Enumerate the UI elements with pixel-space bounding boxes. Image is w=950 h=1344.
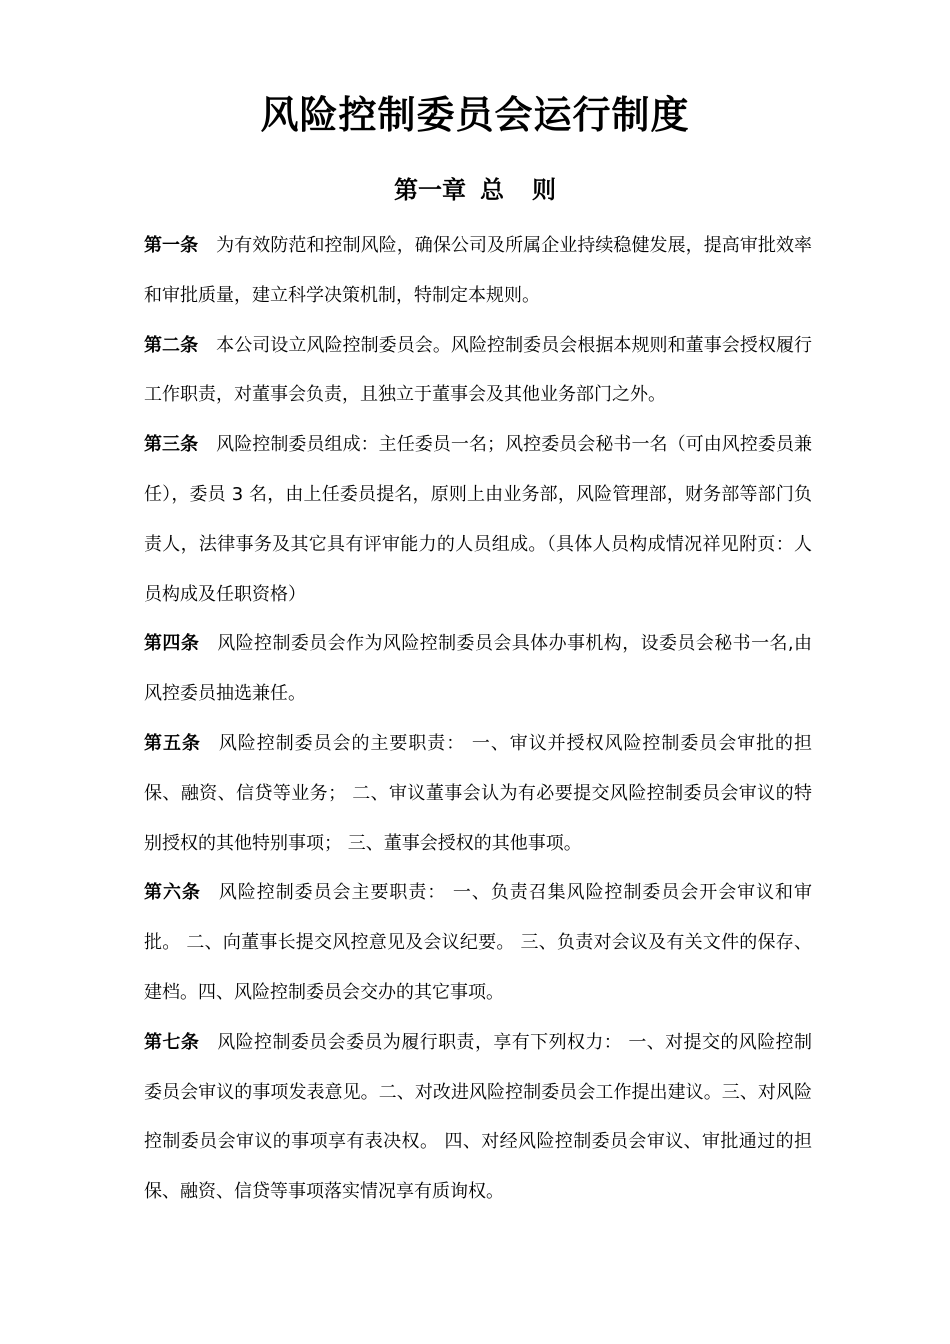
- article-3: [144, 420, 812, 619]
- article-4: [144, 619, 812, 719]
- chapter-word-2: 则: [532, 176, 556, 204]
- article-number: 第一条: [144, 235, 199, 256]
- article-number: 第二条: [144, 334, 199, 356]
- article-number: 第三条: [144, 434, 199, 456]
- article-7: [144, 1018, 812, 1217]
- article-text: 为有效防范和控制风险，确保公司及所属企业持续稳健发展，提高审批效率和审批质量，建立科学决策机制，特制定本规则。: [144, 235, 812, 306]
- article-text: 本公司设立风险控制委员会。风险控制委员会根据本规则和董事会授权履行工作职责，对董事会负责，且独立于董事会及其他业务部门之外。: [144, 334, 812, 406]
- article-2: [144, 321, 812, 421]
- document-title: 风险控制委员会运行制度: [260, 93, 690, 137]
- article-1: [144, 221, 812, 321]
- article-5: [144, 719, 812, 868]
- article-text: 风险控制委员组成：主任委员一名；风控委员会秘书一名（可由风控委员兼任），委员 3 名，由上任委员提名，原则上由业务部，风险管理部，财务部等部门负责人，法律事务及其它具有评审能力的人员组成。（具体人员构成情况祥见附页：人员构成及任职资格）: [144, 434, 812, 605]
- article-text: 风险控制委员会主要职责： 一、负责召集风险控制委员会开会审议和审批。 二、向董事长提交风控意见及会议纪要。 三、负责对会议及有关文件的保存、建档。四、风险控制委员会交办的其它事项。: [144, 882, 813, 1003]
- article-text: 风险控制委员会委员为履行职责，享有下列权力： 一、对提交的风险控制委员会审议的事项发表意见。二、对改进风险控制委员会工作提出建议。三、对风险控制委员会审议的事项享有表决权。 四、对经风险控制委员会审议、审批通过的担保、融资、信贷等事项落实情况享有质询权。: [144, 1031, 813, 1203]
- article-number: 第五条: [144, 732, 201, 754]
- chapter-number: 第一章: [394, 176, 466, 204]
- article-number: 第六条: [144, 882, 201, 904]
- article-number: 第七条: [144, 1031, 200, 1053]
- article-number: 第四条: [144, 633, 200, 655]
- article-6: [144, 868, 812, 1017]
- chapter-word-1: 总: [480, 176, 504, 204]
- document-body: [144, 221, 812, 1217]
- chapter-heading: [0, 170, 950, 210]
- article-text: 风险控制委员会作为风险控制委员会具体办事机构，设委员会秘书一名,由风控委员抽选兼任。: [144, 633, 813, 705]
- article-text: 风险控制委员会的主要职责： 一、审议并授权风险控制委员会审批的担保、融资、信贷等业务； 二、审议董事会认为有必要提交风险控制委员会审议的特别授权的其他特别事项； 三、董事会授权的其他事项。: [144, 732, 813, 854]
